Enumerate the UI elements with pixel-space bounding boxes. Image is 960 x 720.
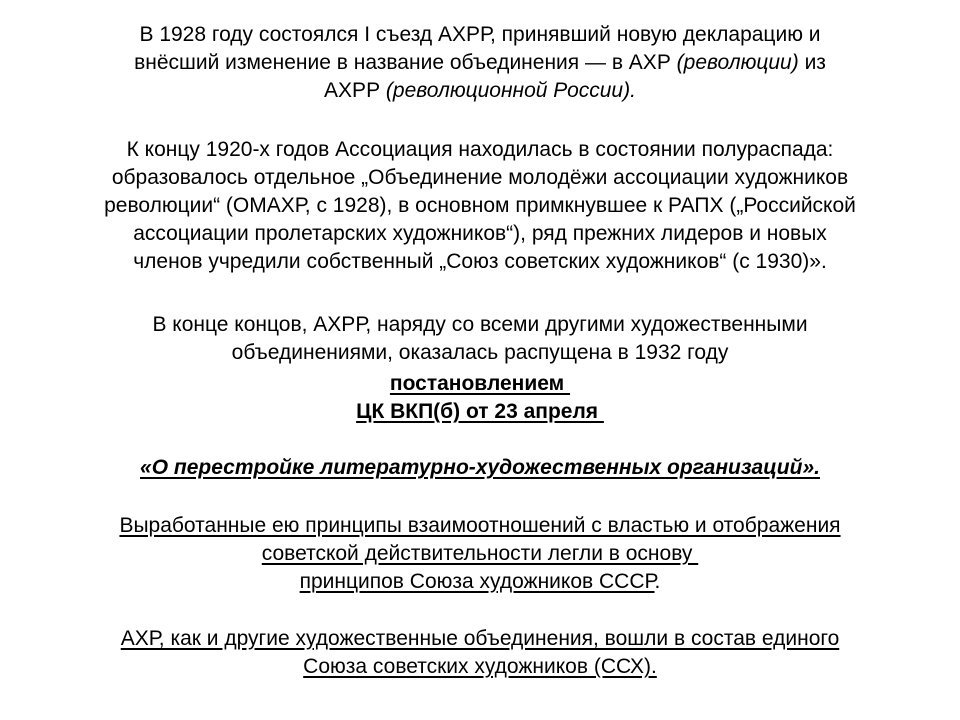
paragraph-dissolution <box>40 311 920 367</box>
paragraph-ssh <box>40 625 920 681</box>
text-line: ассоциации пролетарских художников“), ряд прежних лидеров и новых <box>133 222 827 245</box>
italic-segment: (революционной России). <box>385 79 636 102</box>
text-line <box>40 568 920 596</box>
resolution-link-block <box>40 370 920 426</box>
soviet-artists-union-link[interactable]: Союза советских художников (ССХ). <box>303 655 657 678</box>
text-line <box>40 398 920 426</box>
text-line: объединениями, оказалась распущена в 1932 году <box>231 341 729 364</box>
resolution-link[interactable]: постановлением <box>389 372 571 395</box>
text-line <box>40 512 920 540</box>
ussr-artists-union-link[interactable]: принципов Союза художников СССР <box>299 570 655 593</box>
text-line: образовалось отдельное „Объединение молодёжи ассоциации художников <box>111 166 849 189</box>
text-line: К концу 1920-х годов Ассоциация находилась в состоянии полураспада: <box>126 138 834 161</box>
paragraph-principles <box>40 512 920 596</box>
text-line <box>40 625 920 653</box>
text-line <box>40 77 920 105</box>
italic-segment: (революции) <box>676 51 799 74</box>
paragraph-ahrr-congress <box>40 21 920 105</box>
principles-link[interactable]: советской действительности легли в основу <box>261 542 699 565</box>
paragraph-semi-collapse <box>40 136 920 276</box>
text-line: революции“ (ОМАХР, с 1928), в основном примкнувшее к РАПХ („Российской <box>104 194 856 217</box>
text-line <box>40 370 920 398</box>
ahr-merger-link[interactable]: АХР, как и другие художественные объединения, вошли в состав единого <box>120 627 840 650</box>
text-segment: из <box>798 51 826 74</box>
principles-link[interactable]: Выработанные ею принципы взаимоотношений с властью и отображения <box>119 514 841 537</box>
resolution-title-link[interactable]: «О перестройке литературно-художественных организаций». <box>140 456 820 479</box>
text-line <box>40 49 920 77</box>
central-committee-link[interactable]: ЦК ВКП(б) от 23 апреля <box>356 400 604 423</box>
text-segment: внёсший изменение в название объединения — в АХР <box>134 51 677 74</box>
text-line <box>40 653 920 681</box>
text-line <box>40 540 920 568</box>
text-line <box>40 454 920 482</box>
text-line: В 1928 году состоялся I съезд АХРР, принявший новую декларацию и <box>139 23 821 46</box>
text-line: членов учредили собственный „Союз советских художников“ (с 1930)». <box>133 250 827 273</box>
text-segment: . <box>654 570 661 593</box>
text-line: В конце концов, АХРР, наряду со всеми другими художественными <box>152 313 808 336</box>
resolution-title-block <box>40 454 920 482</box>
text-segment: АХРР <box>324 79 386 102</box>
